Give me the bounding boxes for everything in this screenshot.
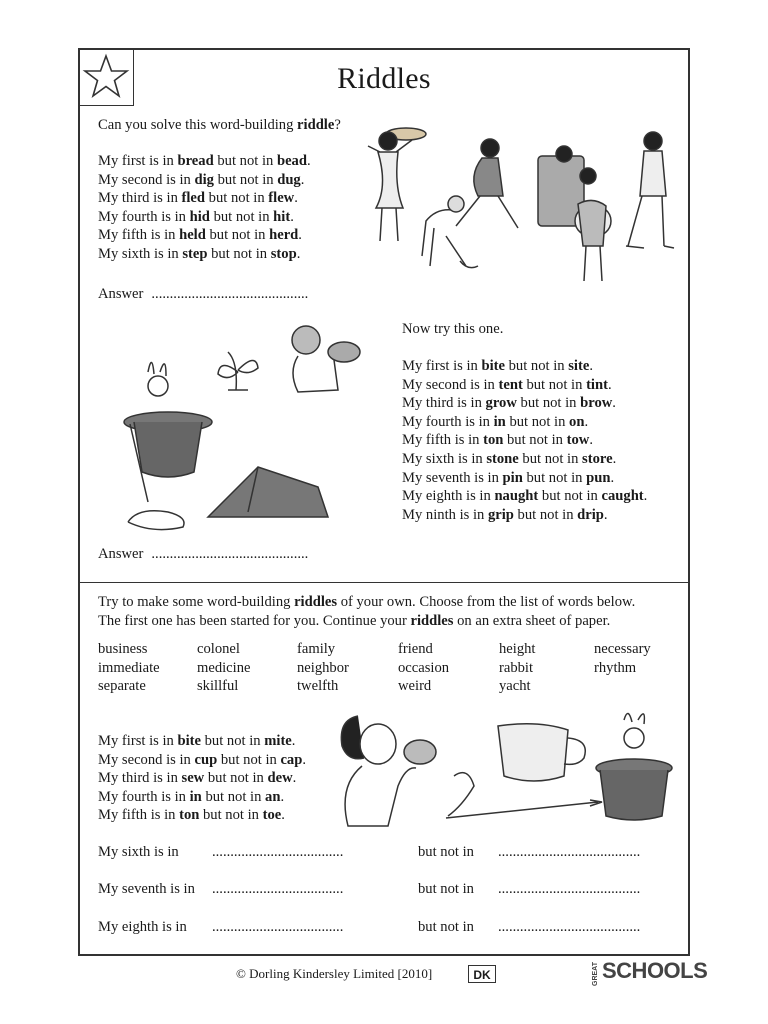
word-item: rabbit <box>499 659 534 676</box>
word-column <box>197 640 251 696</box>
word-item: height <box>499 641 536 657</box>
riddle-line: My seventh is in pin but not in pun. <box>402 469 615 486</box>
dk-logo: DK <box>468 965 496 983</box>
riddle-line: My eighth is in naught but not in caught. <box>402 488 648 505</box>
riddle-line: My second is in cup but not in cap. <box>98 751 306 768</box>
riddle-line: My third is in grow but not in brow. <box>402 395 616 412</box>
word-item: friend <box>398 641 433 657</box>
riddle-line: My second is in tent but not in tint. <box>402 376 612 393</box>
riddle1-lines <box>98 152 311 264</box>
worksheet: Riddles Can you solve this word-building riddle? My first is in bread but not in bead. My second is in dig but not in dug. My third is in fled but not in flew. My fourth is in hid but not in hit. My fifth is in held but not in herd. My sixth is in step but not in stop. Answer ........................................... Now try this one. My first is in bite but not in site. My second is in tent but not in tint. My third is in grow but not in brow. My fourth is in in but not in on. My fifth is in ton but not in tow. My sixth is in stone but not in store. My seventh is in pin but not in pun. My eighth is in naught but not in caught. My ninth is in grip but not in drip. Answer ........................................... Try to make some word-building riddles of your own. Choose from the list of words below. The first one has been started for you. Continue your riddles on an extra sheet of paper. business immediate separate colonel medicine skillful family neighbor twelfth friend occasion weird height rabbit yacht necessary rhythm My first is in bite but not in mite. My second is in cup but not in cap. My third is in sew but not in dew. My fourth is in in but not in an. My fifth is in ton but not in toe. My sixth is in .................................... but not in ....................................... My seventh is in .................................... but not in ....................................... My eighth is in .................................... but not in ....................................... <box>78 48 690 956</box>
riddle-line: My fourth is in in but not in an. <box>98 788 285 805</box>
blank-1[interactable]: .................................... <box>212 881 344 897</box>
riddle1-intro: Can you solve this word-building riddle? <box>98 117 341 133</box>
riddle-line: My first is in bread but not in bead. <box>98 153 311 169</box>
blank-1[interactable]: .................................... <box>212 844 344 860</box>
word-item: rhythm <box>594 659 637 676</box>
riddle-line: My third is in fled but not in flew. <box>98 190 298 207</box>
children-illustration <box>348 116 678 291</box>
word-item: necessary <box>594 641 651 657</box>
section3-lines <box>98 732 306 825</box>
riddle-line: My fifth is in held but not in herd. <box>98 227 302 244</box>
word-item: immediate <box>98 659 160 676</box>
section3-line2: The first one has been started for you. Continue your riddles on an extra sheet of paper. <box>98 613 611 629</box>
word-item: yacht <box>499 678 531 695</box>
word-item: colonel <box>197 641 240 657</box>
word-item: separate <box>98 678 146 695</box>
greatschools-logo: GREAT SCHOOLS <box>592 958 708 986</box>
word-item: occasion <box>398 659 450 676</box>
riddle-line: My first is in bite but not in site. <box>402 358 593 374</box>
riddle-line: My sixth is in stone but not in store. <box>402 450 617 467</box>
riddle1-answer: Answer ........................................... <box>98 286 309 302</box>
blank-2[interactable]: ....................................... <box>498 844 641 860</box>
blank-2[interactable]: ....................................... <box>498 881 641 897</box>
riddle-line: My third is in sew but not in dew. <box>98 770 297 787</box>
word-item: neighbor <box>297 659 349 676</box>
riddle-line: My second is in dig but not in dug. <box>98 171 305 188</box>
riddle2-lines <box>402 357 647 524</box>
word-column <box>98 640 160 696</box>
blank-1[interactable]: .................................... <box>212 919 344 935</box>
riddle2-answer: Answer ........................................... <box>98 546 309 562</box>
word-column <box>499 640 535 696</box>
page-title: Riddles <box>337 62 431 95</box>
section3-illustration <box>328 706 678 836</box>
word-item: weird <box>398 678 432 695</box>
riddle2-illustration <box>108 312 378 532</box>
copyright: © Dorling Kindersley Limited [2010] <box>236 966 433 981</box>
riddle-line: My ninth is in grip but not in drip. <box>402 506 608 523</box>
riddle-line: My fifth is in ton but not in toe. <box>98 807 285 824</box>
riddle-line: My fifth is in ton but not in tow. <box>402 432 593 449</box>
riddle-line: My fourth is in hid but not in hit. <box>98 208 294 225</box>
word-column <box>297 640 349 696</box>
blank-2[interactable]: ....................................... <box>498 919 641 935</box>
word-item: family <box>297 641 336 657</box>
word-item: medicine <box>197 659 251 676</box>
section-divider <box>80 582 688 583</box>
word-column <box>398 640 449 696</box>
riddle-line: My sixth is in step but not in stop. <box>98 245 301 262</box>
riddle2-intro: Now try this one. <box>402 321 504 337</box>
word-item: skillful <box>197 678 239 695</box>
riddle-line: My fourth is in in but not in on. <box>402 413 589 430</box>
word-item: business <box>98 641 148 657</box>
word-item: twelfth <box>297 678 339 695</box>
section3-line1: Try to make some word-building riddles of your own. Choose from the list of words below. <box>98 594 636 610</box>
riddle-line: My first is in bite but not in mite. <box>98 733 296 749</box>
word-column <box>594 640 651 677</box>
